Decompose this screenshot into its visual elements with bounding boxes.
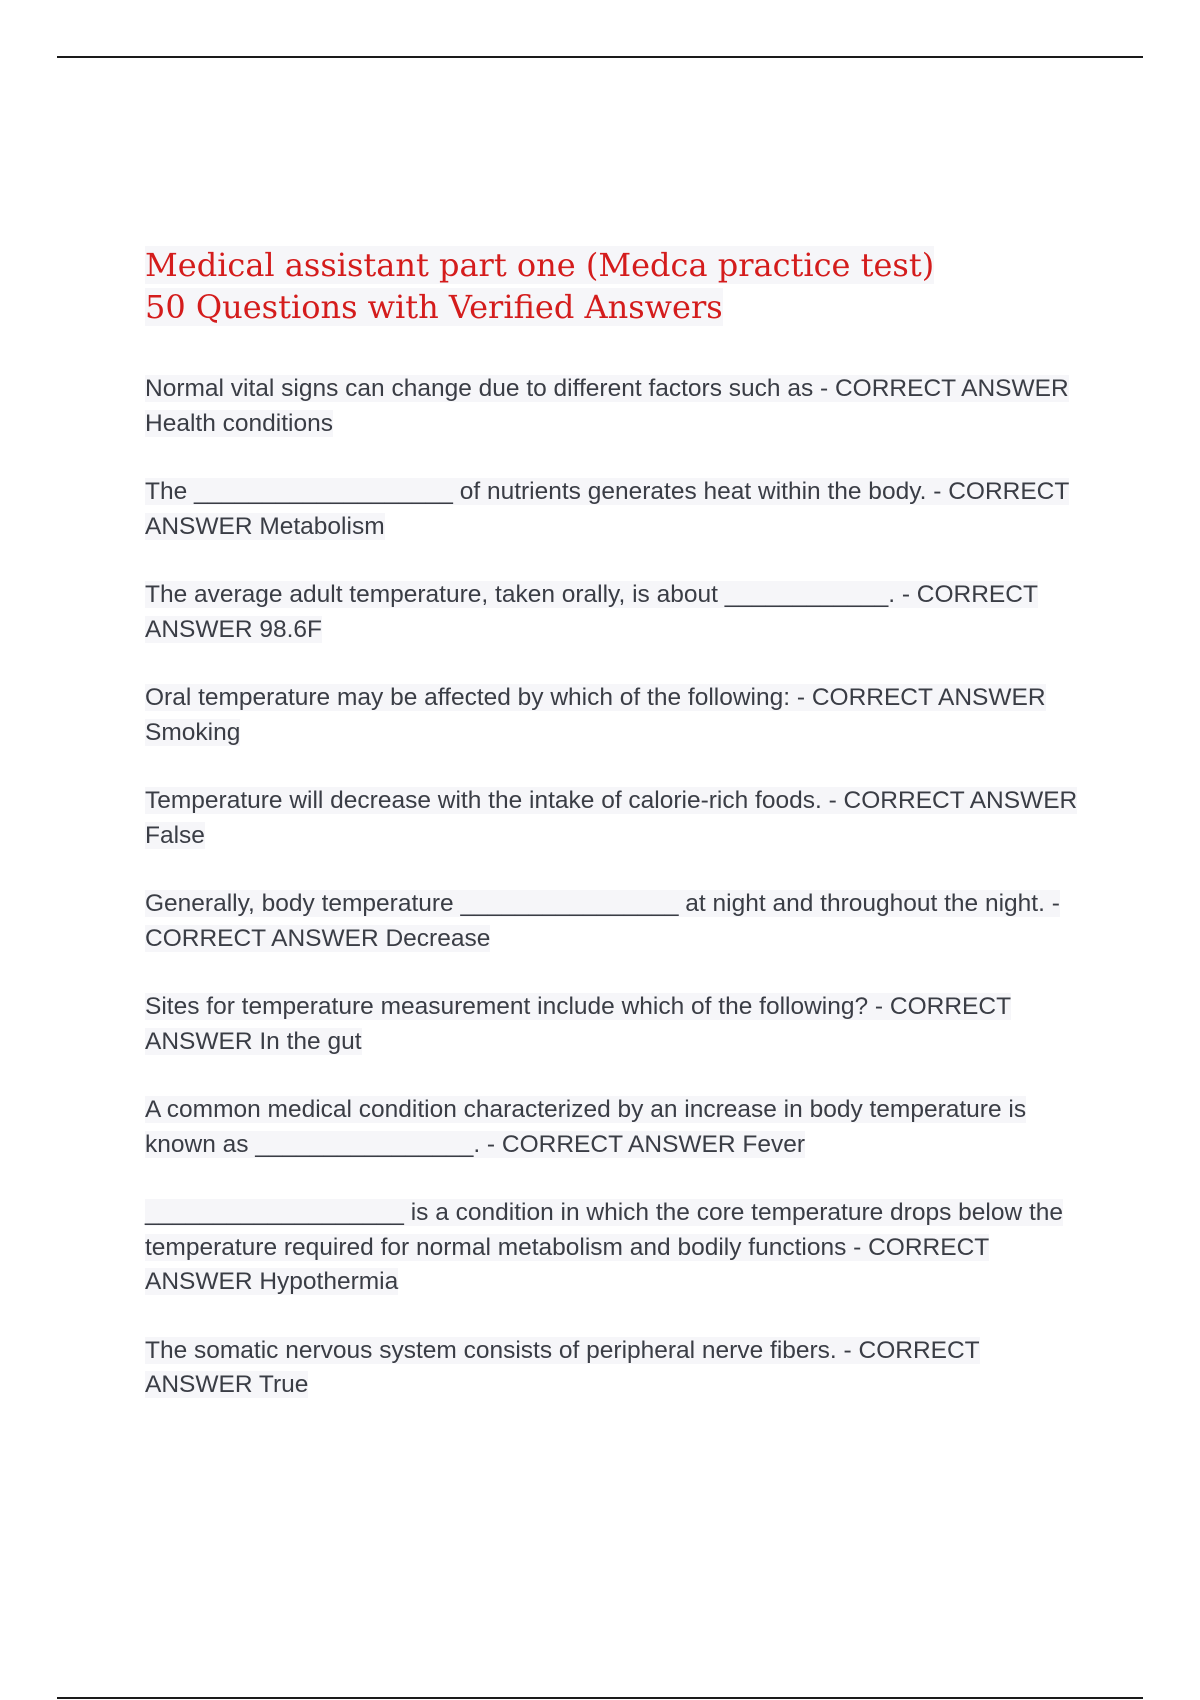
bottom-rule [57,1697,1143,1699]
document-body [145,244,1095,1437]
qa-item-10: The somatic nervous system consists of peripheral nerve fibers. - CORRECT ANSWER True [145,1336,980,1398]
document-title: Medical assistant part one (Medca practice test) 50 Questions with Verified Answers [145,246,935,326]
top-rule [57,56,1143,58]
qa-list [145,372,1095,1403]
qa-item-9: ___________________ is a condition in which the core temperature drops below the temperature required for normal metabolism and bodily functions - CORRECT ANSWER Hypothermia [145,1199,1064,1295]
qa-item-5: Temperature will decrease with the intake of calorie-rich foods. - CORRECT ANSWER False [145,787,1078,849]
qa-item-1: Normal vital signs can change due to different factors such as - CORRECT ANSWER Health conditions [145,375,1069,437]
qa-item-3: The average adult temperature, taken orally, is about ____________. - CORRECT ANSWER 98.6F [145,581,1038,643]
qa-item-7: Sites for temperature measurement include which of the following? - CORRECT ANSWER In the gut [145,993,1012,1055]
qa-item-4: Oral temperature may be affected by which of the following: - CORRECT ANSWER Smoking [145,684,1046,746]
qa-item-6: Generally, body temperature ________________ at night and throughout the night. - CORRECT ANSWER Decrease [145,890,1060,952]
qa-item-8: A common medical condition characterized by an increase in body temperature is known as ________________. - CORRECT ANSWER Fever [145,1096,1027,1158]
qa-item-2: The ___________________ of nutrients generates heat within the body. - CORRECT ANSWER Metabolism [145,478,1070,540]
